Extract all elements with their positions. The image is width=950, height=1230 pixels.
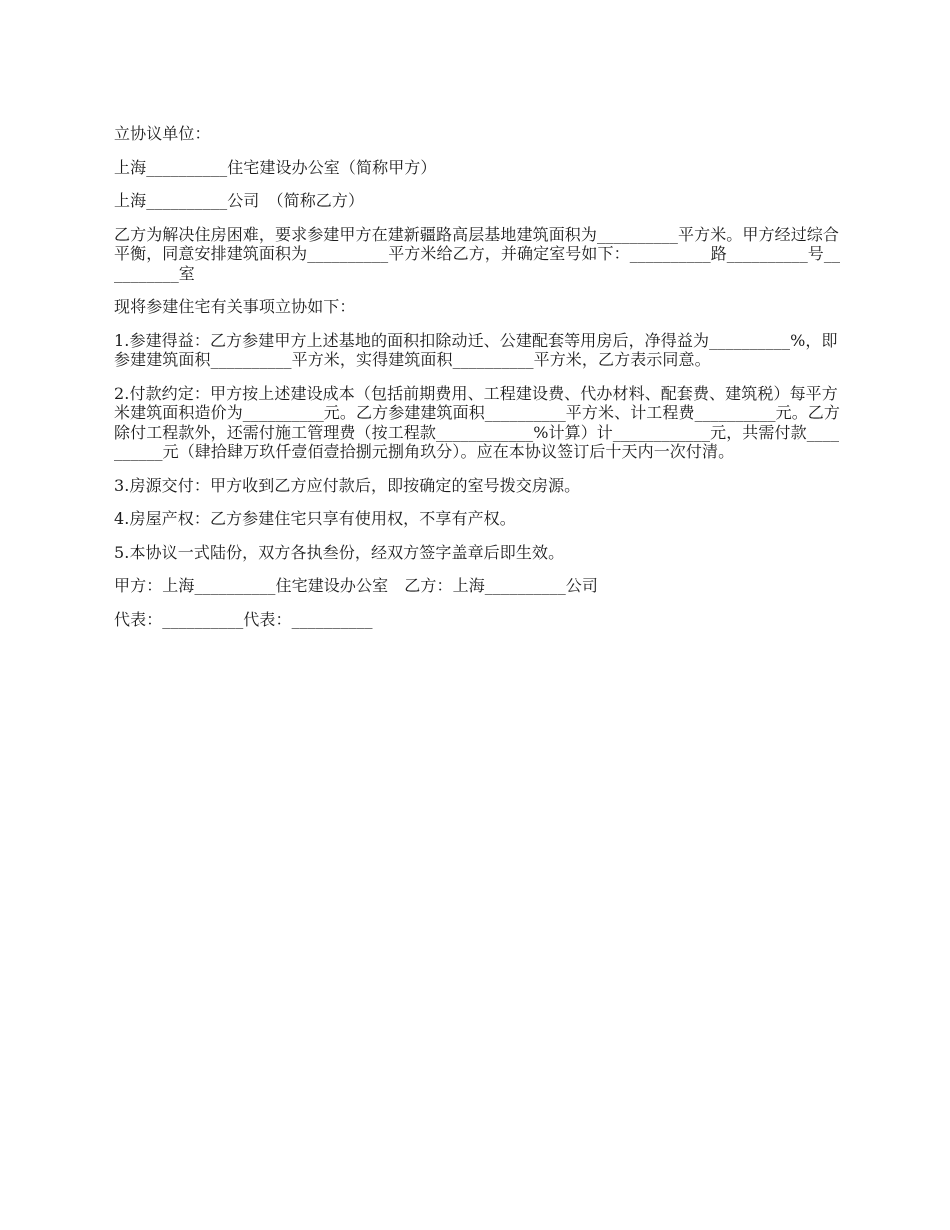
party-heading: 立协议单位：	[114, 124, 211, 143]
clause-5-copies: 5.本协议一式陆份，双方各执叁份，经双方签字盖章后即生效。	[114, 542, 565, 562]
terms-intro: 现将参建住宅有关事项立协如下：	[114, 297, 356, 316]
clause-1-benefit: 1.参建得益：乙方参建甲方上述基地的面积扣除动迁、公建配套等用房后，净得益为__________%，即参建建筑面积__________平方米，实得建筑面积__________平方米，乙方表示同意。	[114, 330, 838, 369]
clause-4-ownership: 4.房屋产权：乙方参建住宅只享有使用权，不享有产权。	[114, 509, 516, 528]
signature-parties: 甲方：上海__________住宅建设办公室 乙方：上海__________公司	[114, 576, 599, 595]
document-body	[114, 124, 842, 643]
background-paragraph: 乙方为解决住房困难，要求参建甲方在建新疆路高层基地建筑面积为__________平方米。甲方经过综合平衡，同意安排建筑面积为__________平方米给乙方，并确定室号如下：__________路__________号__________室	[114, 224, 841, 283]
clause-2-payment: 2.付款约定：甲方按上述建设成本（包括前期费用、工程建设费、代办材料、配套费、建筑税）每平方米建筑面积造价为__________元。乙方参建建筑面积__________平方米、计工程费__________元。乙方除付工程款外，还需付施工管理费（按工程款____________%计算）计____________元，共需付款__________元（肆拾肆万玖仟壹佰壹拾捌元捌角玖分）。应在本协议签订后十天内一次付清。	[114, 383, 841, 461]
clause-3-delivery: 3.房源交付：甲方收到乙方应付款后，即按确定的室号拨交房源。	[114, 475, 581, 495]
party-b-line: 上海__________公司 （简称乙方）	[114, 191, 365, 210]
party-a-line: 上海__________住宅建设办公室（简称甲方）	[114, 157, 437, 177]
signature-representatives: 代表：__________代表：__________	[114, 609, 373, 629]
